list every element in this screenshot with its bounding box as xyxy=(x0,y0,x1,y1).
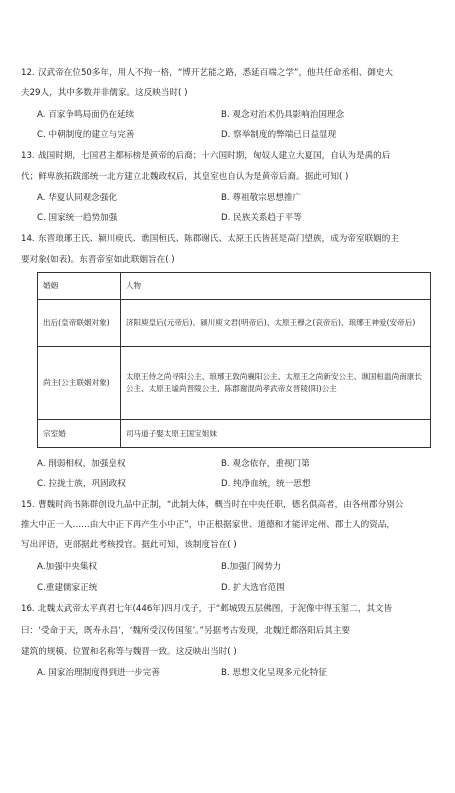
question-text-line: 汉武帝在位50多年，用人不拘一格，“博开艺能之路，悉延百端之学”，他共任命丞相、御史大 xyxy=(38,68,393,78)
question-text-line: 战国时期，七国君主都标榜是黄帝的后裔；十六国时期，匈奴人建立大夏国，自认为是禹的后 xyxy=(38,151,391,161)
table-cell: 尚主(公主联姻对象) xyxy=(38,347,121,420)
marriage-table xyxy=(37,272,431,448)
table-cell: 太原王侍之尚寻阳公主、琅琊王敦尚襄阳公主、太原王之尚新安公主、谯国桓温尚南康长公主、太原王谧尚晋陵公主、陈郡谢混尚孝武帝女晋陵(阳)公主 xyxy=(120,347,430,420)
table-cell: 济阳庾皇后(元帝后)、颍川庾文君(明帝后)、太原王穆之(哀帝后)、琅琊王神爱(安帝后) xyxy=(120,300,430,347)
option-c[interactable]: C. 拉拢士族，巩固政权 xyxy=(37,479,126,489)
option-b[interactable]: B. 观念对治术仍具影响治国理念 xyxy=(221,110,345,120)
question-text-line: 要对象(如表)。东晋帝室如此联姻旨在( ) xyxy=(21,255,175,265)
question-number: 14. xyxy=(21,234,35,244)
question-text-line: 写出评语，吏部据此考核授官。据此可知，该制度旨在( ) xyxy=(21,540,237,550)
option-d[interactable]: D. 纯净血统，统一思想 xyxy=(221,479,311,489)
option-a[interactable]: A. 国家治理制度得到进一步完善 xyxy=(37,668,160,678)
table-header-cell: 人物 xyxy=(120,273,430,300)
question-text-line: 东晋琅琊王氏、颍川庾氏、谯国桓氏、陈郡谢氏、太原王氏皆甚是高门望族，成为帝室联姻的主 xyxy=(38,234,399,244)
option-a[interactable]: A.加强中央集权 xyxy=(37,562,98,572)
option-d[interactable]: D. 民族关系趋于平等 xyxy=(221,213,302,223)
table-cell: 宗室婚 xyxy=(38,420,121,448)
table-cell: 出后(皇帝联姻对象) xyxy=(38,300,121,347)
option-a[interactable]: A. 华夏认同观念强化 xyxy=(37,193,117,203)
question-number: 12. xyxy=(21,68,35,78)
table-row xyxy=(38,347,431,420)
question-text-line: 北魏太武帝太平真君七年(446年)四月戊子，于“邺城毁五层佛图，于泥像中得玉玺二，其文皆 xyxy=(38,604,393,614)
option-c[interactable]: C. 国家统一趋势加强 xyxy=(37,213,118,223)
question-number: 15. xyxy=(21,500,35,510)
option-d[interactable]: D. 扩大选官范围 xyxy=(221,583,285,593)
option-a[interactable]: A. 百家争鸣局面仍在延续 xyxy=(37,110,135,120)
question-text-line: 推大中正一人……由大中正下再产生小中正”，中正根据家世、道德和才能评定州、郡士人的资品， xyxy=(21,520,395,530)
option-c[interactable]: C.重建儒家正统 xyxy=(37,583,98,593)
question-text-line: 曹魏时尚书陈群创设九品中正制，“此制大体，概当时在中央任职，德名俱高者，由各州郡分别公 xyxy=(38,500,404,510)
option-b[interactable]: B.加强门阀势力 xyxy=(221,562,282,572)
table-cell: 司马道子娶太原王国宝姐妹 xyxy=(120,420,430,448)
question-text-line: 夫29人，其中多数并非儒家。这反映当时( ) xyxy=(21,88,188,98)
question-text-line: 曰：‘受命于天，既寿永昌’，‘魏所受汉传国玺’。”另据考古发现，北魏迁都洛阳后其主要 xyxy=(21,626,351,636)
question-text-line: 代；鲜卑族拓跋部统一北方建立北魏政权后，其皇室也自认为是黄帝后裔。据此可知( ) xyxy=(21,172,349,182)
table-header-row xyxy=(38,273,431,300)
option-b[interactable]: B. 尊祖敬宗思想推广 xyxy=(221,193,302,203)
option-d[interactable]: D. 察举制度的弊端已日益显现 xyxy=(221,130,337,140)
question-number: 13. xyxy=(21,151,35,161)
question-text-line: 建筑的规模、位置和名称等与魏晋一致。这反映出当时( ) xyxy=(21,647,237,657)
table-row xyxy=(38,300,431,347)
table-row xyxy=(38,420,431,448)
option-a[interactable]: A. 削弱相权，加强皇权 xyxy=(37,459,126,469)
table-header-cell: 婚姻 xyxy=(38,273,121,300)
option-b[interactable]: B. 思想文化呈现多元化特征 xyxy=(221,668,327,678)
option-b[interactable]: B. 观念依存，重视门第 xyxy=(221,459,310,469)
question-number: 16. xyxy=(21,604,35,614)
option-c[interactable]: C. 中朝制度的建立与完善 xyxy=(37,130,135,140)
